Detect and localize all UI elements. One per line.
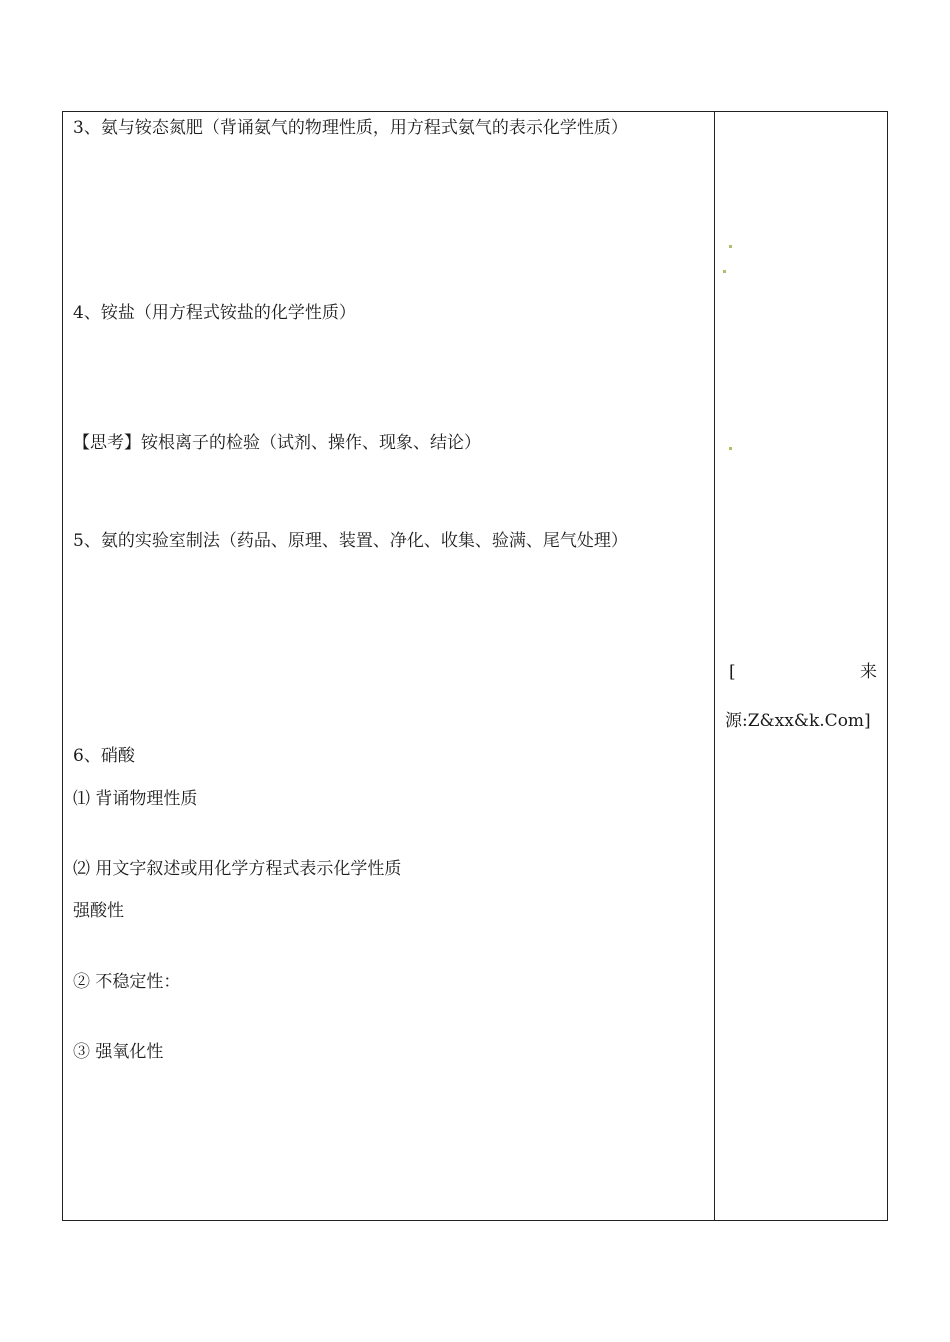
marker-dot: [729, 447, 732, 450]
item-5-ammonia-lab-prep: 5、氨的实验室制法（药品、原理、装置、净化、收集、验满、尾气处理）: [73, 531, 628, 551]
source-lai: 来: [860, 662, 877, 682]
column-divider: [714, 112, 715, 1220]
sub-chemical-properties: ⑵ 用文字叙述或用化学方程式表示化学性质: [73, 859, 402, 879]
sub-physical-properties: ⑴ 背诵物理性质: [73, 789, 198, 809]
item-3-ammonia: 3、氨与铵态氮肥（背诵氨气的物理性质，用方程式氨气的表示化学性质）: [73, 118, 628, 138]
strong-acidity: 强酸性: [73, 901, 124, 921]
item-4-ammonium-salt: 4、铵盐（用方程式铵盐的化学性质）: [73, 303, 356, 323]
worksheet-table: [62, 111, 888, 1221]
source-label: 源:Z&xx&k.Com]: [725, 711, 871, 731]
think-ammonium-test: 【思考】铵根离子的检验（试剂、操作、现象、结论）: [73, 433, 481, 453]
marker-dot: [723, 270, 726, 273]
source-bracket-open: [: [729, 662, 736, 682]
instability: ② 不稳定性：: [73, 972, 181, 992]
item-6-nitric-acid: 6、硝酸: [73, 746, 135, 766]
marker-dot: [729, 245, 732, 248]
strong-oxidizing: ③ 强氧化性: [73, 1042, 164, 1062]
